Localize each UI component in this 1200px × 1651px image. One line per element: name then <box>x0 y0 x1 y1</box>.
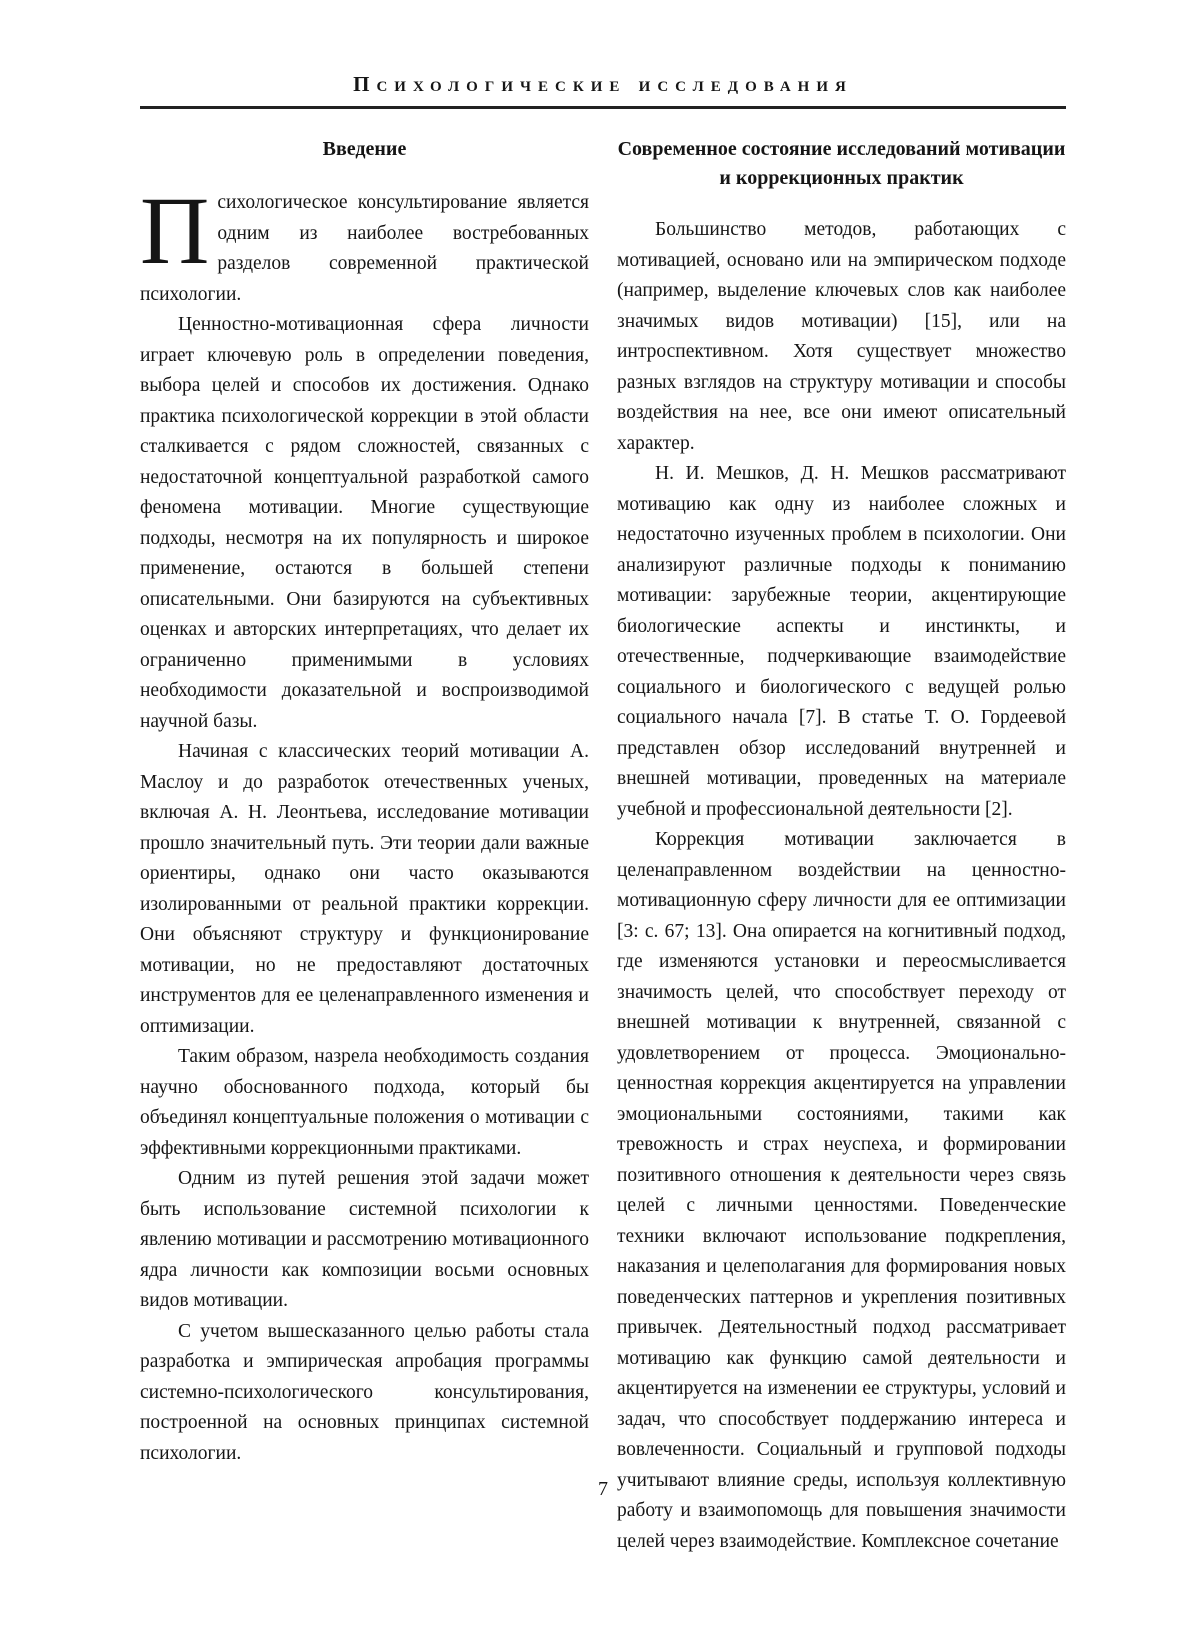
paragraph: Ценностно-мотивационная сфера личности играет ключевую роль в определении поведения, выбора целей и способов их достижения. Однако практика психологической коррекции в этой области сталкивается с рядом сложностей, связанных с недостаточной концептуальной разработкой самого феномена мотивации. Многие существующие подходы, несмотря на их популярность и широкое применение, остаются в большей степени описательными. Они базируются на субъективных оценках и авторских интерпретациях, что делает их ограниченно применимыми в условиях необходимости доказательной и воспроизводимой научной базы. <box>140 314 589 732</box>
paragraph-text: сихологическое консультирование является одним из наиболее востребованных разделов современной практической психологии. <box>140 192 589 305</box>
paragraph: С учетом вышесказанного целью работы стала разработка и эмпирическая апробация программы системно-психологического консультирования, построенной на основных принципах системной психологии. <box>140 1320 589 1464</box>
section-heading-introduction: Введение <box>322 138 407 160</box>
page-header <box>140 72 1066 109</box>
right-column <box>617 135 1066 1557</box>
paragraph: Начиная с классических теорий мотивации А. Маслоу и до разработок отечественных ученых, включая А. Н. Леонтьева, исследование мотивации прошло значительный путь. Эти теории дали важные ориентиры, однако они часто оказываются изолированными от реальной практики коррекции. Они объясняют структуру и функционирование мотивации, но не предоставляют достаточных инструментов для ее целенаправленного изменения и оптимизации. <box>140 741 589 1037</box>
paragraph: Коррекция мотивации заключается в целенаправленном воздействии на ценностно-мотивационную сферу личности для ее оптимизации [3: с. 67; 13]. Она опирается на когнитивный подход, где изменяются установки и переосмысливается значимость целей, что способствует переходу от внешней мотивации к внутренней, связанной с удовлетворением от процесса. Эмоционально-ценностная коррекция акцентируется на управлении эмоциональными состояниями, такими как тревожность и страх неуспеха, и формировании позитивного отношения к деятельности через связь целей с личными ценностями. Поведенческие техники включают использование подкрепления, наказания и целеполагания для формирования новых поведенческих паттернов и укрепления позитивных привычек. Деятельностный подход рассматривает мотивацию как функцию самой деятельности и акцентируется на изменении ее структуры, условий и задач, что способствует поддержанию интереса и вовлеченности. Социальный и групповой подходы учитывают влияние среды, используя коллективную работу и взаимопомощь для повышения значимости целей через взаимодействие. Комплексное сочетание <box>617 829 1066 1552</box>
paragraph: Н. И. Мешков, Д. Н. Мешков рассматривают мотивацию как одну из наиболее сложных и недостаточно изученных проблем в психологии. Они анализируют различные подходы к пониманию мотивации: зарубежные теории, акцентирующие биологические аспекты и инстинкты, и отечественные, подчеркивающие взаимодействие социального и биологического с ведущей ролью социального начала [7]. В статье Т. О. Гордеевой представлен обзор исследований внутренней и внешней мотивации, проведенных на материале учебной и профессиональной деятельности [2]. <box>617 463 1066 820</box>
section-heading-current-state: Современное состояние исследований мотивации и коррекционных практик <box>617 138 1066 189</box>
left-column <box>140 135 589 1557</box>
running-head: Психологические исследования <box>353 72 853 96</box>
page-content <box>140 72 1066 1557</box>
two-column-body <box>140 135 1066 1557</box>
paragraph: Одним из путей решения этой задачи может быть использование системной психологии к явлению мотивации и рассмотрению мотивационного ядра личности как композиции восьми основных видов мотивации. <box>140 1168 589 1311</box>
paragraph-dropcap <box>140 177 589 310</box>
header-rule <box>140 106 1066 109</box>
paragraph: Большинство методов, работающих с мотивацией, основано или на эмпирическом подходе (например, выделение ключевых слов как наиболее значимых видов мотивации) [15], или на интроспективном. Хотя существует множество разных взглядов на структуру мотивации и способы воздействия на нее, все они имеют описательный характер. <box>617 219 1066 454</box>
page-number: 7 <box>598 1478 608 1500</box>
drop-cap-letter: П <box>140 177 210 284</box>
paragraph: Таким образом, назрела необходимость создания научно обоснованного подхода, который бы объединял концептуальные положения о мотивации с эффективными коррекционными практиками. <box>140 1046 589 1159</box>
